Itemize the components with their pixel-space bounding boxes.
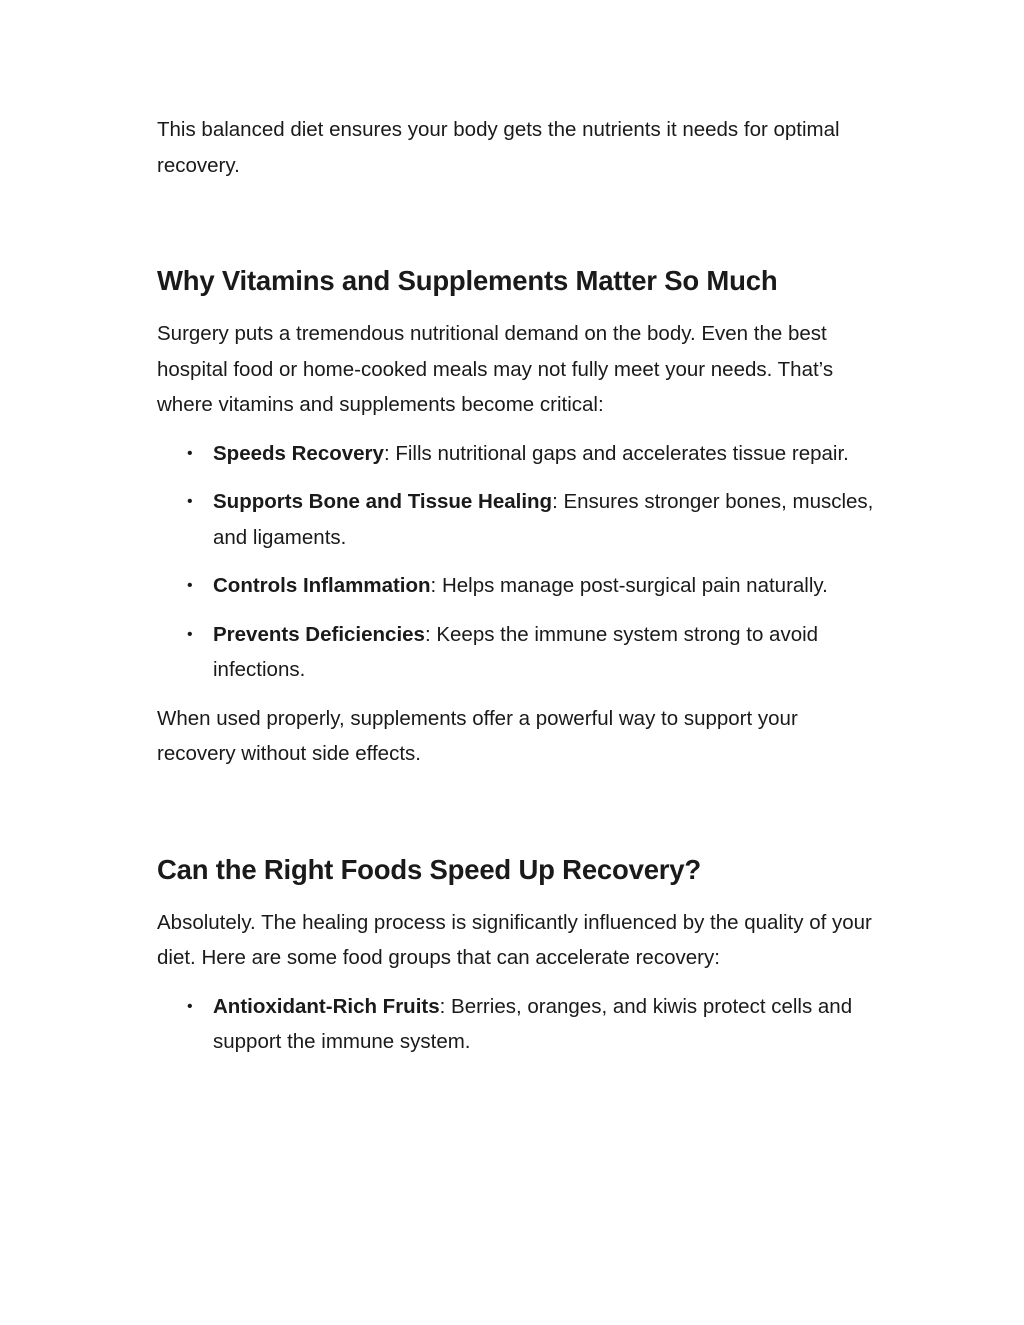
list-item — [157, 484, 877, 555]
list-item-text: : Keeps the immune system strong to avoid infections. — [213, 622, 819, 681]
list-item-title: Supports Bone and Tissue Healing — [213, 490, 553, 513]
list-item-title: Antioxidant-Rich Fruits — [213, 994, 440, 1018]
vitamins-intro-paragraph: Surgery puts a tremendous nutritional demand on the body. Even the best hospital food or home-cooked meals may not fully meet your needs. That’s where vitamins and supplements become critical: — [157, 322, 834, 416]
section-heading-foods: Can the Right Foods Speed Up Recovery? — [157, 853, 701, 885]
foods-intro-paragraph: Absolutely. The healing process is significantly influenced by the quality of your diet. Here are some food groups that can accelerate recovery: — [157, 910, 872, 969]
list-item — [157, 568, 877, 604]
list-item-text: : Berries, oranges, and kiwis protect cells and support the immune system. — [213, 994, 853, 1053]
benefits-list — [157, 436, 877, 688]
section-heading-vitamins: Why Vitamins and Supplements Matter So Much — [157, 265, 778, 296]
list-item — [157, 436, 877, 472]
list-item-text: : Helps manage post-surgical pain naturally. — [430, 574, 828, 597]
list-item — [157, 617, 877, 688]
vitamins-closing-paragraph: When used properly, supplements offer a powerful way to support your recovery without side effects. — [157, 706, 798, 765]
intro-paragraph: This balanced diet ensures your body gets the nutrients it needs for optimal recovery. — [157, 118, 840, 177]
list-item-text: : Fills nutritional gaps and accelerates tissue repair. — [383, 441, 849, 465]
list-item-title: Controls Inflammation — [213, 574, 431, 597]
foods-list — [157, 989, 877, 1060]
list-item — [157, 989, 877, 1060]
list-item-title: Speeds Recovery — [213, 441, 384, 465]
document-page — [157, 112, 877, 1060]
list-item-title: Prevents Deficiencies — [213, 622, 425, 646]
list-item-text: : Ensures stronger bones, muscles, and ligaments. — [213, 490, 874, 549]
